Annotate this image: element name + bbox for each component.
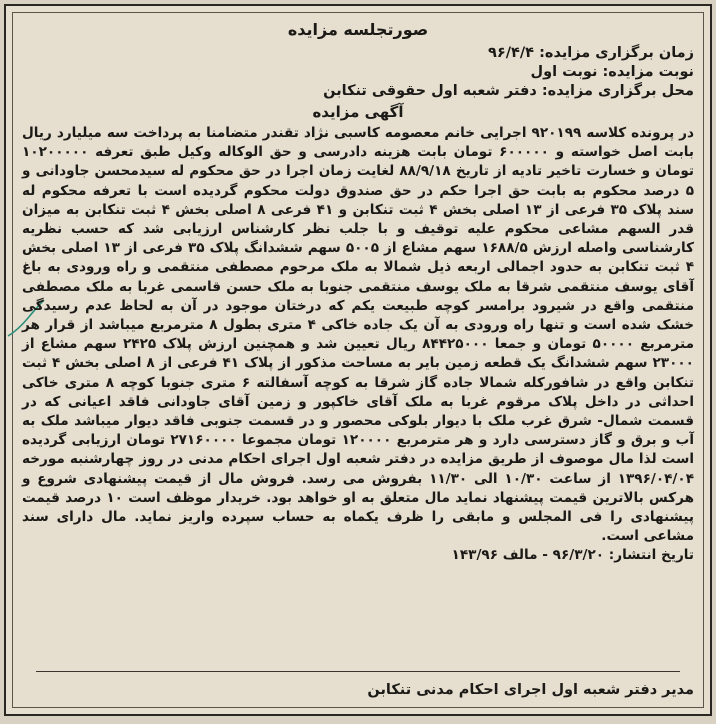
notice-content [22,20,694,702]
auction-date-line: زمان برگزاری مزایده: ۹۶/۴/۴ [488,45,694,61]
notice-subtitle: آگهی مزایده [312,103,404,121]
signature-line: مدیر دفتر شعبه اول اجرای احکام مدنی تنکابن [367,682,694,698]
signature-divider [36,671,680,672]
newspaper-clipping [4,4,712,716]
notice-title: صورتجلسه مزایده [287,20,429,39]
notice-body: در پرونده کلاسه ۹۲۰۱۹۹ اجرایی خانم معصومه کاسبی نژاد تقندر متضامنا به پرداخت سه میلیارد ریال بابت اصل خواسته و ۶۰۰۰۰۰ تومان بابت هزینه دادرسی و حق الوکاله وکیل طبق تعرفه ۱۰۲۰۰۰۰۰ تومان و خسارت تاخیر تادیه از تاریخ ۸۸/۹/۱۸ لغایت زمان اجرا در حق محکوم له سیدمحسن جاودانی و ۵ درصد محکوم به بابت حق اجرا حکم در حق صندوق دولت محکوم گردیده است با تعرفه محکوم له سند پلاک ۳۵ فرعی از ۱۳ اصلی بخش ۴ ثبت تنکابن و ۴۱ فرعی ۸ اصلی بخش ۴ ثبت تنکابن به میزان قدر السهم مشاعی محکوم علیه توقیف و با جلب نظر کارشناس ارزیابی شد که حسب نظریه کارشناسی واصله ارزش ۱۶۸۸/۵ سهم مشاع از ۵۰۰۵ سهم ششدانگ پلاک ۳۵ فرعی از ۱۳ اصلی بخش ۴ ثبت تنکابن به حدود اجمالی اربعه ذیل شمالا به ملک مرحوم مصطفی منتقمی و راه ورودی به باغ آقای یوسف منتقمی شرقا به ملک یوسف منتقمی جنوبا به ملک حسن قاسمی غربا به ملک مصطفی منتقمی واقع در شیرود برامسر کوچه طبیعت یکم که درختان موجود در آن به لحاظ عدم رسیدگی خشک شده است و تنها راه ورودی به آن یک جاده خاکی ۴ متری بطول ۸ مترمربع میباشد از قرار هر مترمربع ۵۰۰۰۰ تومان و جمعا ۸۴۴۲۵۰۰۰ ریال تعیین شد و همچنین ارزش پلاک ۲۴۲۵ سهم مشاع از ۲۳۰۰۰ سهم ششدانگ یک قطعه زمین بایر به مساحت مذکور از پلاک ۴۱ فرعی از ۸ اصلی بخش ۴ ثبت تنکابن واقع در شافورکله شمالا جاده گاز شرقا به کوچه آسفالته ۶ متری جنوبا کوچه ۸ متری خاکی احداثی در داخل پلاک مرقوم غربا به ملک آقای خاکپور و زمین آقای جاودانی فاقد اعیانی که در قسمت شمال- شرق غرب ملک با دیوار بلوکی محصور و در قسمت جنوبی فاقد دیوار میباشد ملک به آب و برق و گاز دسترسی دارد و هر مترمربع ۱۲۰۰۰۰ تومان مجموعا ۲۷۱۶۰۰۰۰ تومان ارزیابی گردیده است لذا مال موصوف از طریق مزایده در دفتر شعبه اول اجرای احکام مدنی در روز چهارشنبه مورخه ۱۳۹۶/۰۴/۰۴ از ساعت ۱۰/۳۰ الی ۱۱/۳۰ بفروش می رسد. فروش مال از قیمت پیشنهادی شروع و هرکس بالاترین قیمت پیشنهاد نماید مال متعلق به او خواهد بود. خریدار موظف است ۱۰ درصد قیمت پیشنهادی را فی المجلس و مابقی را ظرف یکماه به حساب سپرده واریز نماید. مال دارای سند مشاعی است. [22,125,695,545]
auction-round-line: نوبت مزایده: نوبت اول [530,64,694,80]
auction-place-line: محل برگزاری مزایده: دفتر شعبه اول حقوقی تنکابن [323,83,694,99]
publication-date: تاریخ انتشار: ۹۶/۳/۲۰ - مالف ۱۴۳/۹۶ [451,547,694,564]
